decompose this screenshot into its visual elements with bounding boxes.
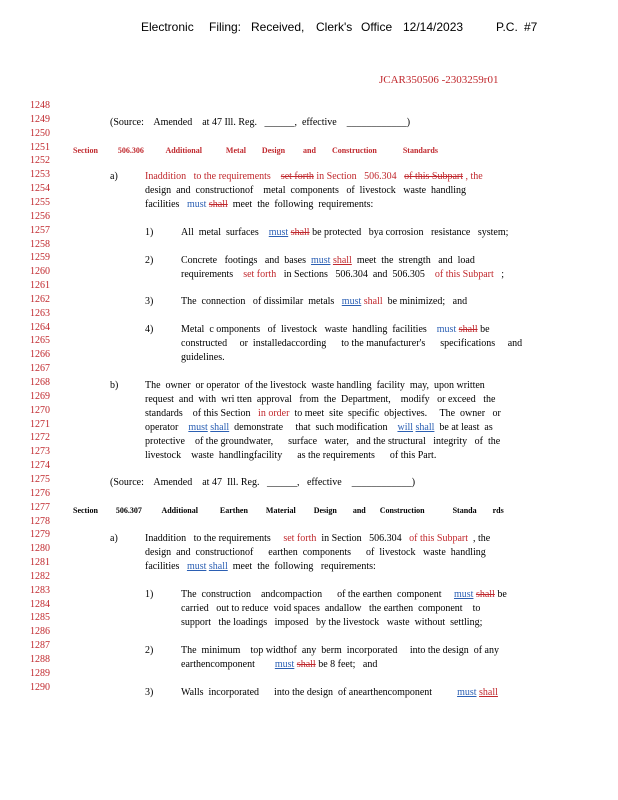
line-1259: [181, 255, 475, 266]
line-1279: [145, 533, 490, 544]
line-number: 1281: [30, 557, 50, 569]
amended-label: Amended: [153, 117, 193, 128]
line-1265: constructed or installedaccording to the manufacturer's specifications and: [181, 338, 523, 349]
inserted-text: must: [453, 589, 474, 600]
item-marker-1: 1): [145, 227, 154, 238]
heading-word: Metal: [225, 146, 246, 155]
line-number: 1286: [30, 626, 50, 638]
text: earthencomponent: [181, 659, 255, 670]
register-blank: ______,: [264, 117, 297, 128]
line-number: 1255: [30, 196, 50, 208]
text: 506.304: [364, 171, 397, 182]
inserted-text: must: [341, 296, 362, 307]
item-marker-2-2: 2): [145, 645, 154, 656]
line-number: 1280: [30, 543, 50, 555]
text: to the requirements: [193, 171, 271, 182]
line-number: 1290: [30, 681, 50, 693]
line-1254: design and constructionof metal components of livestock waste handling: [145, 185, 467, 196]
heading-word: Design: [313, 506, 337, 515]
inserted-text: must: [274, 659, 295, 670]
line-number: 1253: [30, 169, 50, 181]
line-number: 1251: [30, 141, 50, 153]
section-label: Section: [73, 506, 98, 515]
line-number: 1283: [30, 584, 50, 596]
line-number: 1250: [30, 127, 50, 139]
source-note-1249: [110, 117, 410, 128]
heading-word: Earthen: [219, 506, 248, 515]
text: operator: [145, 422, 179, 433]
text: facilities: [145, 561, 180, 572]
text: facilities: [145, 199, 180, 210]
text: All metal surfaces: [181, 227, 259, 238]
section-number: 506.306: [117, 146, 144, 155]
text: meet the following requirements:: [232, 199, 374, 210]
line-number: 1269: [30, 390, 50, 402]
line-1285: support the loadings imposed by the livestock waste without settling;: [181, 617, 483, 628]
item-marker-3: 3): [145, 296, 154, 307]
heading-word: Additional: [161, 506, 198, 515]
line-number: 1268: [30, 377, 50, 388]
deleted-text: shall: [475, 589, 495, 600]
text: be 8 feet; and: [318, 659, 378, 670]
heading-word: Additional: [165, 146, 202, 155]
line-number: 1270: [30, 404, 50, 416]
heading-word: Standards: [402, 146, 438, 155]
text: , the: [473, 533, 491, 544]
heading-word: and: [303, 146, 316, 155]
text: in Section: [316, 171, 357, 182]
deleted-text: of this Subpart: [404, 171, 464, 182]
text: meet the strength and load: [356, 255, 475, 266]
line-number: 1258: [30, 238, 50, 250]
line-number: 1257: [30, 224, 50, 236]
line-number: 1260: [30, 266, 50, 278]
modified-text: shall: [479, 687, 498, 698]
item-marker-1-2: 1): [145, 589, 154, 600]
source-note-1275: [110, 477, 415, 488]
line-1270: [145, 408, 501, 419]
inserted-text: will: [397, 422, 414, 433]
modified-text: shall: [210, 422, 230, 433]
text: in Section 506.304: [321, 533, 402, 544]
deleted-text: shall: [208, 199, 228, 210]
line-number: 1259: [30, 252, 50, 264]
header-electronic: Electronic: [141, 20, 194, 34]
text: Walls incorporated into the design of anearthencomponent: [181, 687, 433, 698]
line-1284: carried out to reduce void spaces andallow the earthen component to: [181, 603, 481, 614]
inserted-text: in order: [258, 408, 290, 419]
line-1262: [181, 296, 467, 307]
text: ;: [501, 269, 505, 280]
line-1272: protective of the groundwater, surface water, and the structural integrity of the: [145, 436, 501, 447]
line-number: 1267: [30, 363, 50, 375]
document-id: JCAR350506 -2303259r01: [379, 74, 499, 86]
heading-word: Material: [265, 506, 296, 515]
source-label: (Source:: [110, 117, 144, 128]
register-ref: at 47 Ill. Reg.: [202, 477, 260, 488]
line-1283: [181, 589, 507, 600]
line-number: 1271: [30, 418, 50, 430]
line-1255: [145, 199, 373, 210]
text: requirements: [181, 269, 234, 280]
line-number: 1288: [30, 654, 50, 665]
text: be protected bya corrosion resistance system;: [312, 227, 509, 238]
line-1281: [145, 561, 376, 572]
line-1269: request and with wri tten approval from the Department, modify or exceed the: [145, 394, 496, 405]
paragraph-marker-a-2: a): [110, 533, 118, 544]
line-1273: livestock waste handlingfacility as the requirements of this Part.: [145, 450, 437, 461]
section-heading-506-306: [73, 146, 438, 155]
line-1260: [181, 269, 504, 280]
line-1271: [145, 422, 493, 433]
line-1257: [181, 227, 508, 238]
text: be: [480, 324, 490, 335]
header-date: 12/14/2023: [403, 20, 464, 34]
line-1287: The minimum top widthof any berm incorporated into the design of any: [181, 645, 499, 656]
line-number: 1266: [30, 349, 50, 361]
line-number: 1263: [30, 307, 50, 319]
modified-text: shall: [208, 561, 228, 572]
header-filing: Filing:: [209, 20, 242, 34]
register-ref: at 47 Ill. Reg.: [202, 117, 257, 128]
text: The connection of dissimilar metals: [181, 296, 335, 307]
text: meet the following requirements:: [232, 561, 376, 572]
text: to meet site specific objectives. The owner or: [294, 408, 501, 419]
text: , the: [465, 171, 483, 182]
item-marker-4: 4): [145, 324, 154, 335]
deleted-text: set forth: [280, 171, 314, 182]
text: to the requirements: [193, 533, 271, 544]
item-marker-2: 2): [145, 255, 154, 266]
line-number: 1273: [30, 446, 50, 458]
header-pc-number: #7: [524, 20, 538, 34]
inserted-text: must: [310, 255, 331, 266]
text: be at least as: [439, 422, 493, 433]
line-number: 1275: [30, 473, 50, 485]
line-number: 1276: [30, 487, 50, 499]
text: in Sections 506.304 and 506.305: [283, 269, 425, 280]
header-pc: P.C.: [496, 20, 518, 34]
header-office: Office: [361, 20, 393, 34]
line-number: 1264: [30, 321, 50, 333]
heading-word: and: [352, 506, 366, 515]
header-clerks: Clerk's: [316, 20, 353, 34]
line-number: 1272: [30, 432, 50, 444]
heading-word: Construction: [379, 506, 425, 515]
modified-text: shall: [415, 422, 435, 433]
deleted-text: shall: [290, 227, 310, 238]
inserted-text: must: [436, 324, 457, 335]
inserted-text: of this Subpart: [434, 269, 494, 280]
text: Inaddition: [145, 171, 187, 182]
inserted-text: set forth: [243, 269, 277, 280]
text: demonstrate that such modification: [234, 422, 388, 433]
line-number: 1256: [30, 210, 50, 222]
inserted-text: set forth: [283, 533, 317, 544]
modified-text: shall: [363, 296, 383, 307]
line-number: 1274: [30, 460, 50, 472]
section-heading-506-307: [73, 506, 504, 515]
line-1288: [181, 659, 377, 670]
heading-word: rds: [492, 506, 504, 515]
heading-word: Standa: [452, 506, 477, 515]
inserted-text: must: [186, 199, 207, 210]
line-number: 1289: [30, 667, 50, 679]
line-number: 1252: [30, 155, 50, 167]
line-1290: [181, 687, 498, 698]
inserted-text: of this Subpart: [409, 533, 469, 544]
deleted-text: shall: [296, 659, 316, 670]
heading-word: Construction: [331, 146, 377, 155]
text: Inaddition: [145, 533, 187, 544]
section-label: Section: [73, 146, 98, 155]
line-1268: The owner or operator of the livestock waste handling facility may, upon written: [145, 380, 485, 391]
text: The construction andcompaction of the earthen component: [181, 589, 442, 600]
text: standards of this Section: [145, 408, 251, 419]
line-number: 1282: [30, 570, 50, 582]
inserted-text: must: [457, 687, 477, 698]
line-1280: design and constructionof earthen components of livestock waste handling: [145, 547, 486, 558]
text: Concrete footings and bases: [181, 255, 306, 266]
paragraph-marker-a: a): [110, 171, 118, 182]
line-number: 1277: [30, 501, 50, 513]
line-number: 1285: [30, 612, 50, 624]
text: Metal c omponents of livestock waste handling facilities: [181, 324, 427, 335]
line-number: 1279: [30, 529, 50, 541]
line-1266: guidelines.: [181, 352, 225, 363]
line-1253: [145, 171, 483, 182]
source-label: (Source:: [110, 477, 144, 488]
effective-blank: ____________): [346, 117, 411, 128]
effective-label: effective: [301, 117, 337, 128]
line-number: 1254: [30, 183, 50, 195]
line-number: 1262: [30, 293, 50, 305]
heading-word: Design: [261, 146, 286, 155]
line-number: 1265: [30, 335, 50, 347]
text: be: [497, 589, 507, 600]
line-number: 1248: [30, 100, 50, 111]
deleted-text: shall: [458, 324, 478, 335]
modified-text: shall: [332, 255, 352, 266]
effective-label: effective: [306, 477, 342, 488]
header-received: Received,: [251, 20, 305, 34]
line-number: 1278: [30, 515, 50, 527]
line-number: 1284: [30, 598, 50, 610]
line-number: 1287: [30, 640, 50, 652]
text: be minimized; and: [387, 296, 468, 307]
line-number: 1249: [30, 113, 50, 125]
effective-blank: ____________): [351, 477, 416, 488]
paragraph-marker-b: b): [110, 380, 119, 391]
line-1264: [181, 324, 490, 335]
inserted-text: must: [188, 422, 208, 433]
section-number: 506.307: [115, 506, 142, 515]
inserted-text: must: [186, 561, 207, 572]
item-marker-3-2: 3): [145, 687, 154, 698]
inserted-text: must: [268, 227, 289, 238]
amended-label: Amended: [153, 477, 193, 488]
register-blank: ______,: [266, 477, 300, 488]
line-number: 1261: [30, 280, 50, 292]
